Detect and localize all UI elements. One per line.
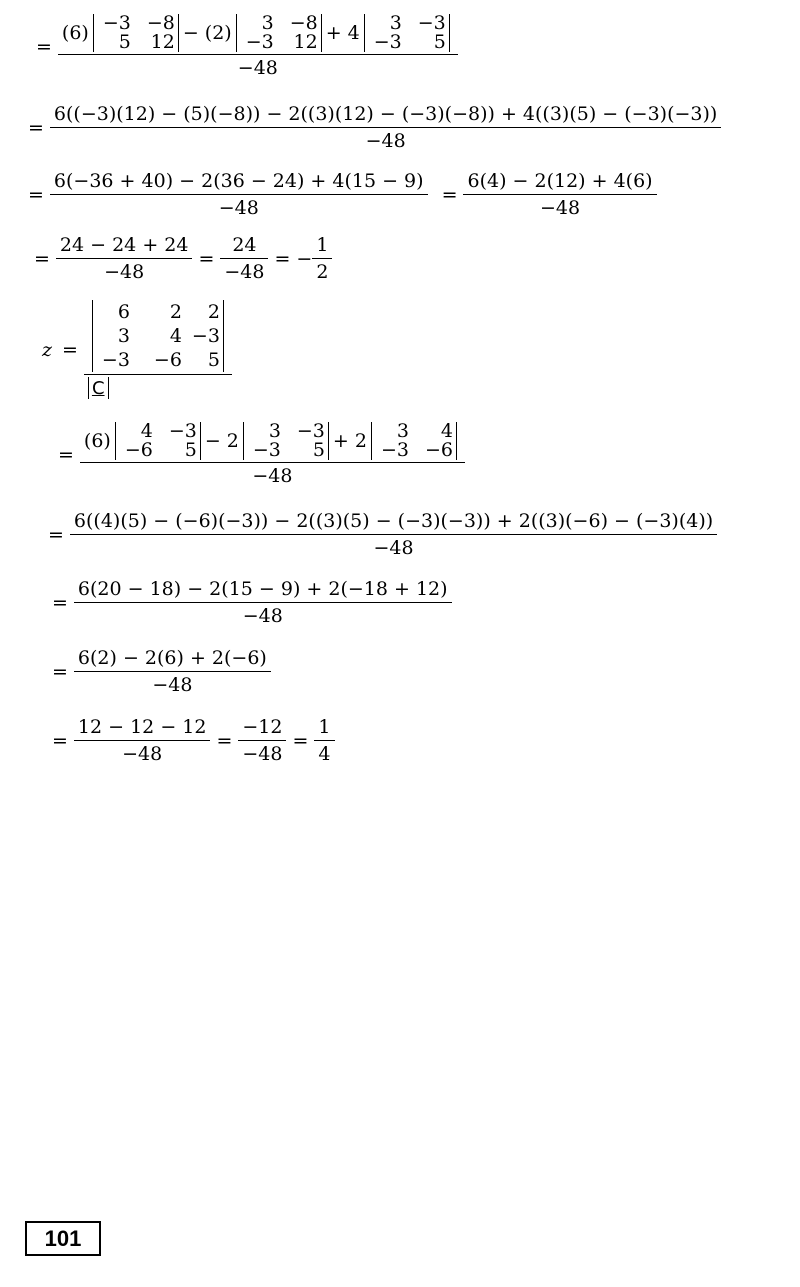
determinant-2x2: −3 −8 5 12 xyxy=(93,14,179,52)
fraction xyxy=(58,14,458,79)
determinant-2x2: 3 −3 −3 5 xyxy=(243,422,329,460)
denominator: 4 xyxy=(314,740,334,765)
numerator: 6(20 − 18) − 2(15 − 9) + 2(−18 + 12) xyxy=(77,578,448,600)
equals-sign: = xyxy=(274,247,291,270)
matrix-c-label: C xyxy=(91,378,105,399)
equals-sign: = xyxy=(36,35,52,58)
numerator: 6(−36 + 40) − 2(36 − 24) + 4(15 − 9) xyxy=(53,170,424,192)
determinant-2x2: 3 4 −3 −6 xyxy=(371,422,457,460)
fraction xyxy=(74,647,271,696)
coefficient: (6) xyxy=(61,22,89,44)
result-sign: − xyxy=(296,247,313,270)
numerator: 6((−3)(12) − (5)(−8)) − 2((3)(12) − (−3)(−8)) + 4((3)(5) − (−3)(−3)) xyxy=(53,103,718,125)
denominator: −48 xyxy=(70,534,717,559)
equation-line-6 xyxy=(42,510,717,559)
equation-line-1 xyxy=(30,14,458,79)
denominator: −48 xyxy=(50,194,428,219)
equals-sign: = xyxy=(52,729,68,752)
denominator: −48 xyxy=(56,258,193,283)
fraction xyxy=(84,300,232,399)
fraction xyxy=(80,422,465,487)
denominator: −48 xyxy=(58,54,458,79)
equation-line-2 xyxy=(22,103,721,152)
equals-sign: = xyxy=(292,729,309,752)
equation-line-5 xyxy=(52,422,465,487)
denominator: 2 xyxy=(312,258,332,283)
denominator: −48 xyxy=(74,740,211,765)
equals-sign: = xyxy=(34,247,50,270)
numerator: −12 xyxy=(242,716,283,738)
result-fraction xyxy=(312,234,332,283)
fraction xyxy=(238,716,286,765)
equation-line-4 xyxy=(28,234,332,283)
denominator: −48 xyxy=(238,740,286,765)
determinant-2x2: 4 −3 −6 5 xyxy=(115,422,201,460)
equation-line-3 xyxy=(22,170,657,219)
denominator: −48 xyxy=(74,602,452,627)
numerator: 24 − 24 + 24 xyxy=(59,234,189,256)
operator: + 4 xyxy=(325,22,360,44)
equals-sign: = xyxy=(441,183,458,206)
fraction xyxy=(74,716,211,765)
fraction xyxy=(463,170,656,219)
numerator: 1 xyxy=(316,234,329,256)
equals-sign: = xyxy=(58,443,74,466)
numerator: 6((4)(5) − (−6)(−3)) − 2((3)(5) − (−3)(−3)) + 2((3)(−6) − (−3)(4)) xyxy=(73,510,714,532)
result-fraction xyxy=(314,716,334,765)
denominator: −48 xyxy=(80,462,465,487)
equals-sign: = xyxy=(48,523,64,546)
fraction xyxy=(50,170,428,219)
operator: + 2 xyxy=(332,430,367,452)
equals-sign: = xyxy=(52,591,68,614)
numerator: 6(4) − 2(12) + 4(6) xyxy=(467,170,653,192)
determinant-3x3: 6 2 2 3 4 −3 −3 −6 5 xyxy=(92,300,224,372)
denominator xyxy=(84,374,232,399)
operator: − (2) xyxy=(182,22,232,44)
equation-line-8 xyxy=(46,647,271,696)
fraction xyxy=(50,103,721,152)
fraction xyxy=(220,234,268,283)
numerator: 24 xyxy=(232,234,257,256)
numerator: 12 − 12 − 12 xyxy=(77,716,207,738)
fraction xyxy=(56,234,193,283)
equation-line-7 xyxy=(46,578,452,627)
equals-sign: = xyxy=(52,660,68,683)
operator: − 2 xyxy=(204,430,239,452)
fraction xyxy=(74,578,452,627)
equals-sign: = xyxy=(28,183,44,206)
determinant-2x2: 3 −8 −3 12 xyxy=(236,14,322,52)
coefficient: (6) xyxy=(83,430,111,452)
equals-sign: = xyxy=(198,247,215,270)
determinant-2x2: 3 −3 −3 5 xyxy=(364,14,450,52)
denominator: −48 xyxy=(463,194,656,219)
z-definition xyxy=(42,300,232,399)
page-number: 101 xyxy=(25,1221,101,1256)
equals-sign: = xyxy=(28,116,44,139)
denominator: −48 xyxy=(74,671,271,696)
fraction xyxy=(70,510,717,559)
numerator: 6(2) − 2(6) + 2(−6) xyxy=(77,647,267,669)
variable-z: z xyxy=(42,338,53,361)
equation-line-9 xyxy=(46,716,335,765)
denominator: −48 xyxy=(50,127,721,152)
equals-sign: = xyxy=(216,729,233,752)
numerator: 1 xyxy=(318,716,331,738)
equals-sign: = xyxy=(62,338,78,361)
denominator: −48 xyxy=(220,258,268,283)
